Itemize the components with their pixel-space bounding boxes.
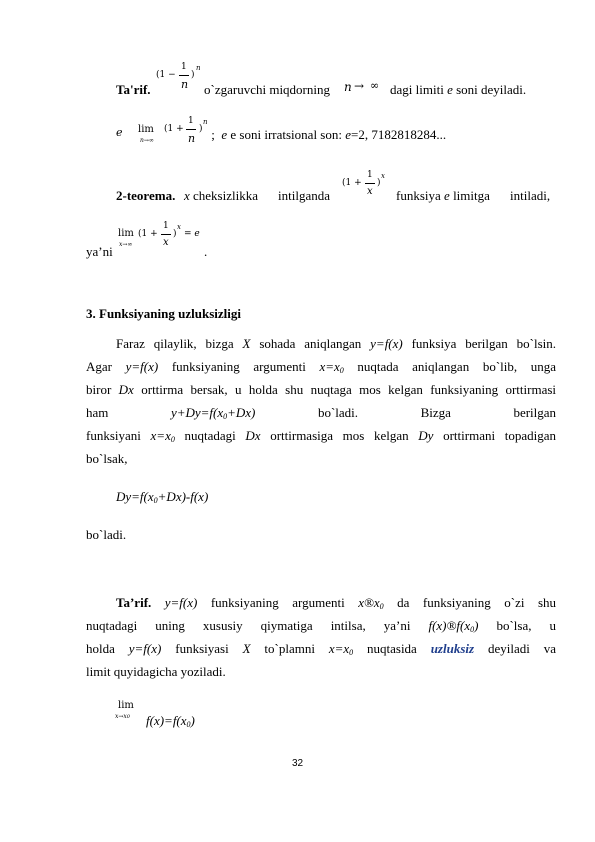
theorem-word: intilganda [278, 188, 330, 203]
e-constant: e [116, 126, 123, 139]
exponent: n [196, 64, 201, 72]
theorem-word: cheksizlikka [193, 188, 258, 203]
arrow-icon: → [354, 79, 365, 93]
lim-operator: lim [118, 228, 134, 239]
lim-operator: lim [118, 700, 134, 711]
formula-close: ) [199, 124, 203, 134]
fraction-bar [186, 129, 196, 130]
n-variable: n [344, 80, 352, 94]
paragraph-line: Agar y=f(x) funksiyaning argumenti $x=x_0$ nuqtada aniqlangan bo`lib, unga [86, 359, 557, 375]
definition-text: o`zgaruvchi miqdorning [204, 82, 330, 97]
formula-close: ) [377, 178, 381, 188]
fraction-numerator: 1 [367, 170, 373, 180]
page-number: 32 [291, 758, 304, 769]
lim-operator: lim [138, 124, 154, 135]
infinity-icon: ∞ [370, 79, 380, 92]
definition-text-after: dagi limiti e soni deyiladi. [390, 82, 527, 97]
definition-line: nuqtadagi uning xususiy qiymatiga intilsa, ya’ni $f(x)®f(x_0)$ bo`lsa, u [86, 618, 557, 634]
theorem-label: 2-teorema. [116, 188, 176, 203]
fraction-numerator: 1 [163, 221, 169, 231]
fraction-close-paren: ) [191, 70, 195, 80]
continuity-formula: $f(x)=f(x_0)$ [146, 713, 195, 729]
formula-close: ) [173, 229, 177, 239]
paragraph-line: Faraz qilaylik, bizga X sohada aniqlangan y=f(x) funksiya berilgan bo`lsin. [116, 336, 557, 351]
definition-line: Ta’rif. y=f(x) funksiyaning argumenti $x®x_0$ da funksiyaning o`zi shu [116, 595, 556, 611]
fraction-bar [161, 234, 171, 235]
paragraph-line: funksiyani $x=x_0$ nuqtadagi Dx orttirmasiga mos kelgan Dy orttirmani topadigan [86, 428, 556, 444]
formula-open: (1 + [342, 178, 362, 188]
definition-line: holda y=f(x) funksiyasi X to`plamni $x=x_0$ nuqtasida uzluksiz deyiladi va [86, 641, 556, 657]
fraction-numerator: 1 [181, 62, 187, 72]
formula-open: (1 + [138, 229, 158, 239]
formula-rhs: = e [184, 229, 200, 239]
lim-subscript: x→∞ [119, 241, 133, 248]
paragraph-text: bo`lsak, [86, 451, 128, 466]
formula-one-minus-inverse-n: (1 − [156, 70, 176, 80]
period: . [204, 244, 208, 259]
fraction-denominator: n [188, 132, 196, 145]
definition-label: Ta'rif. [116, 82, 151, 97]
fraction-denominator: x [367, 186, 373, 197]
paragraph-line: ham $y+Dy=f(x_0+Dx)$ bo`ladi. Bizga berilgan [86, 405, 557, 421]
exponent: x [381, 172, 385, 180]
paragraph-text: bo`ladi. [86, 527, 127, 542]
theorem-text: funksiya e limitga [396, 188, 490, 203]
yani-text: ya’ni [86, 244, 113, 259]
exponent: n [203, 118, 208, 126]
x-variable: x [184, 188, 190, 203]
theorem-word: intiladi, [510, 188, 551, 203]
formula-open: (1 + [164, 124, 184, 134]
lim-subscript: x→x0 [115, 713, 130, 720]
uzluksiz-term: uzluksiz [430, 641, 475, 656]
exponent: x [177, 223, 181, 231]
fraction-denominator: x [163, 237, 169, 248]
paragraph-line: biror Dx orttirma bersak, u holda shu nuqtaga mos kelgan funksiyaning orttirmasi [86, 382, 557, 397]
fraction-denominator: n [181, 78, 189, 91]
fraction-numerator: 1 [188, 116, 194, 126]
fraction-bar [365, 183, 375, 184]
lim-subscript: n→∞ [140, 137, 154, 144]
definition-text: limit quyidagicha yoziladi. [86, 664, 226, 679]
formula-note: ; e e soni irratsional son: e=2, 7182818284... [211, 127, 447, 142]
increment-formula: $Dy=f(x_0+Dx)-f(x)$ [116, 489, 209, 505]
section-title: 3. Funksiyaning uzluksizligi [86, 306, 241, 321]
fraction-bar [179, 75, 189, 76]
